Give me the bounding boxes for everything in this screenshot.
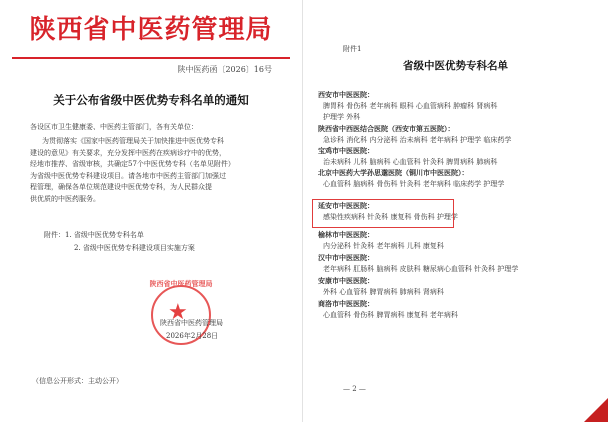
attachment-label: 附件1 [343,45,362,53]
seal-ring-text: 陕西省中医药管理局 [149,279,213,288]
hospital-name: 安康市中医医院： [318,276,374,285]
highlight-box [312,199,454,228]
hospital-name: 汉中市中医医院： [318,253,374,262]
hospital-name: 延安市中医医院： [318,201,374,210]
body-line: 为贯彻落实《国家中医药管理局关于加快推进中医优势专科 [42,137,224,145]
publicity-note: （信息公开形式：主动公开） [32,377,123,385]
attachment-page [303,0,608,422]
specialty-list: 脾胃科 骨伤科 老年病科 眼科 心血管病科 肿瘤科 肾病科 [323,102,498,110]
star-icon: ★ [168,300,188,325]
hospital-name: 商洛市中医医院： [318,299,374,308]
specialty-list: 心血管科 脑病科 骨伤科 针灸科 老年病科 临床药学 护理学 [323,180,505,188]
page-number: — 2 — [343,385,366,393]
document-number: 陕中医药函〔2026〕16号 [177,65,272,74]
signature-org: 陕西省中医药管理局 [160,319,223,327]
body-line: 为省级中医优势专科建设项目。请各地市中医药主管部门加强过 [30,171,226,180]
specialty-list: 护理学 外科 [323,113,361,121]
red-divider [12,57,290,59]
signature-date: 2026年2月28日 [166,332,219,340]
hospital-name: 北京中医药大学孙思邈医院（铜川市中医医院）： [318,168,469,177]
body-line: 建设的意见》有关要求，充分发挥中医药在疾病诊疗中的优势， [30,148,226,157]
org-red-header: 陕西省中医药管理局 [29,15,273,45]
notice-body [30,136,290,205]
notice-page [0,0,303,422]
specialty-list: 外科 心血管科 脾胃病科 肺病科 肾病科 [323,288,444,296]
attachment-item: 附件：1. 省级中医优势专科名单 [44,231,144,239]
body-line: 经地市推荐、省级审核，共确定57个中医优势专科（名单见附件） [30,160,235,168]
hospital-name: 陕西省中西医结合医院（西安市第五医院）： [318,124,455,133]
hospital-name: 西安市中医医院： [318,90,374,99]
attachment-item: 2. 省级中医优势专科建设项目实施方案 [74,244,195,252]
hospital-name: 宝鸡市中医医院： [318,146,374,155]
corner-mark [584,398,608,422]
list-title: 省级中医优势专科名单 [403,60,508,72]
specialty-list: 老年病科 肛肠科 脑病科 皮肤科 糖尿病心血管科 针灸科 护理学 [323,265,519,273]
body-line: 程管理，确保各单位规范建设中医优势专科，为人民群众提 [30,183,212,191]
body-line: 供优质的中医药服务。 [30,194,100,203]
hospital-name: 榆林市中医医院： [318,230,374,239]
salutation: 各设区市卫生健康委、中医药主管部门，各有关单位： [30,123,198,131]
specialty-list: 心血管科 骨伤科 脾胃病科 康复科 老年病科 [323,311,458,319]
specialty-list: 急诊科 消化科 内分泌科 治未病科 老年病科 护理学 临床药学 [323,136,512,144]
specialty-list: 治未病科 儿科 脑病科 心血管科 针灸科 脾胃病科 肺病科 [323,158,498,166]
specialty-list: 内分泌科 针灸科 老年病科 儿科 康复科 [323,242,444,250]
specialty-list: 感染性疾病科 针灸科 康复科 骨伤科 护理学 [323,213,458,221]
notice-title: 关于公布省级中医优势专科名单的通知 [53,93,249,107]
